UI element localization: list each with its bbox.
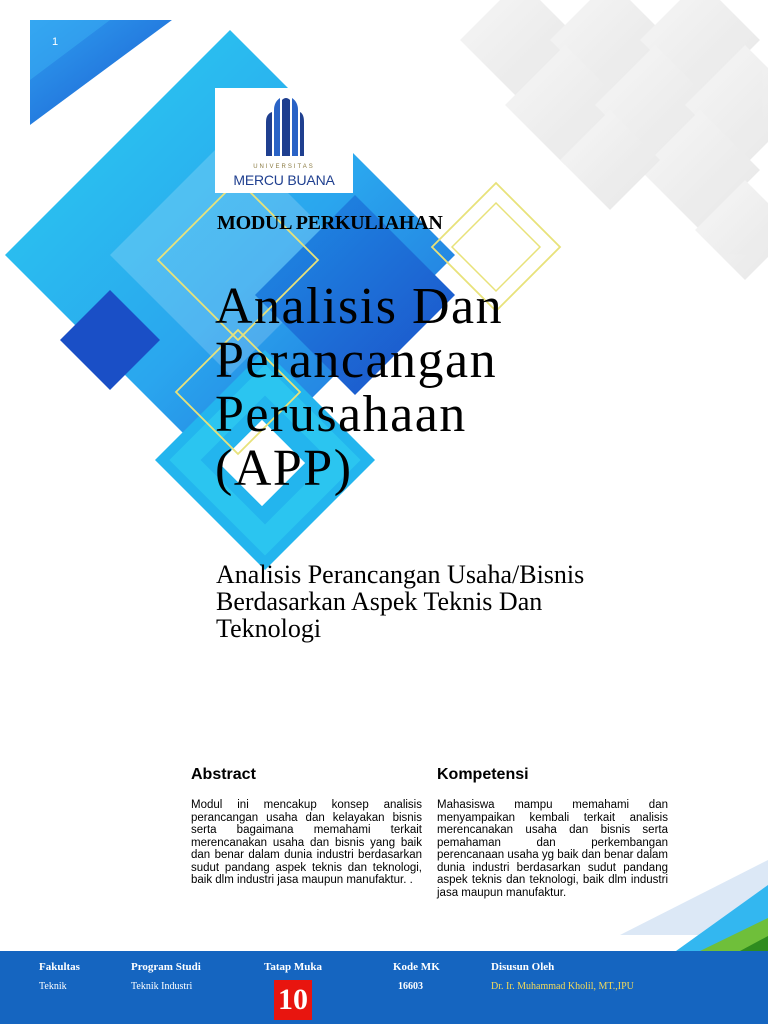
university-logo bbox=[215, 88, 353, 193]
prodi-value: Teknik Industri bbox=[131, 981, 193, 992]
module-label: MODUL PERKULIAHAN bbox=[217, 212, 443, 234]
main-title bbox=[215, 280, 635, 496]
abstract-body: Modul ini mencakup konsep analisis perancangan usaha dan kelayakan bisnis serta bagaimana memahami terkait merencanakan usaha dan bisnis yang baik dan benar dalam dunia industri berdasarkan sudut pandang aspek teknis dan teknologi, baik dlm industri jasa maupun manufaktur. . bbox=[191, 799, 422, 886]
title-line: Analisis Dan bbox=[215, 278, 504, 335]
disusun-oleh-value: Dr. Ir. Muhammad Kholil, MT.,IPU bbox=[491, 981, 634, 992]
kode-mk-value: 16603 bbox=[398, 981, 423, 992]
footer-bar bbox=[0, 951, 768, 1024]
title-line: Perusahaan bbox=[215, 386, 467, 443]
tatap-muka-label: Tatap Muka bbox=[264, 961, 322, 973]
kode-mk-label: Kode MK bbox=[393, 961, 440, 973]
tatap-muka-value: 10 bbox=[274, 980, 312, 1020]
page-number: 1 bbox=[52, 36, 59, 48]
subtitle bbox=[216, 561, 676, 642]
kompetensi-heading: Kompetensi bbox=[437, 766, 529, 783]
subtitle-line: Berdasarkan Aspek Teknis Dan bbox=[216, 587, 543, 616]
subtitle-line: Teknologi bbox=[216, 614, 322, 643]
logo-emblem-icon bbox=[260, 96, 308, 158]
title-line: Perancangan bbox=[215, 332, 498, 389]
title-line: (APP) bbox=[215, 440, 353, 497]
disusun-oleh-label: Disusun Oleh bbox=[491, 961, 555, 973]
logo-university-label: UNIVERSITAS bbox=[253, 164, 315, 170]
logo-name: MERCU BUANA bbox=[233, 172, 335, 188]
subtitle-line: Analisis Perancangan Usaha/Bisnis bbox=[216, 560, 585, 589]
abstract-heading: Abstract bbox=[191, 766, 256, 783]
fakultas-label: Fakultas bbox=[39, 961, 80, 973]
fakultas-value: Teknik bbox=[39, 981, 67, 992]
prodi-label: Program Studi bbox=[131, 961, 201, 973]
kompetensi-body: Mahasiswa mampu memahami dan menyampaikan kembali terkait analisis merencanakan usaha dan bisnis serta pemahaman dan perkembangan perencanaan usaha yg baik dan benar dalam dunia industri berdasarkan sudut pandang aspek teknis dan teknologi, baik dlm industri jasa maupun manufaktur. bbox=[437, 799, 668, 899]
